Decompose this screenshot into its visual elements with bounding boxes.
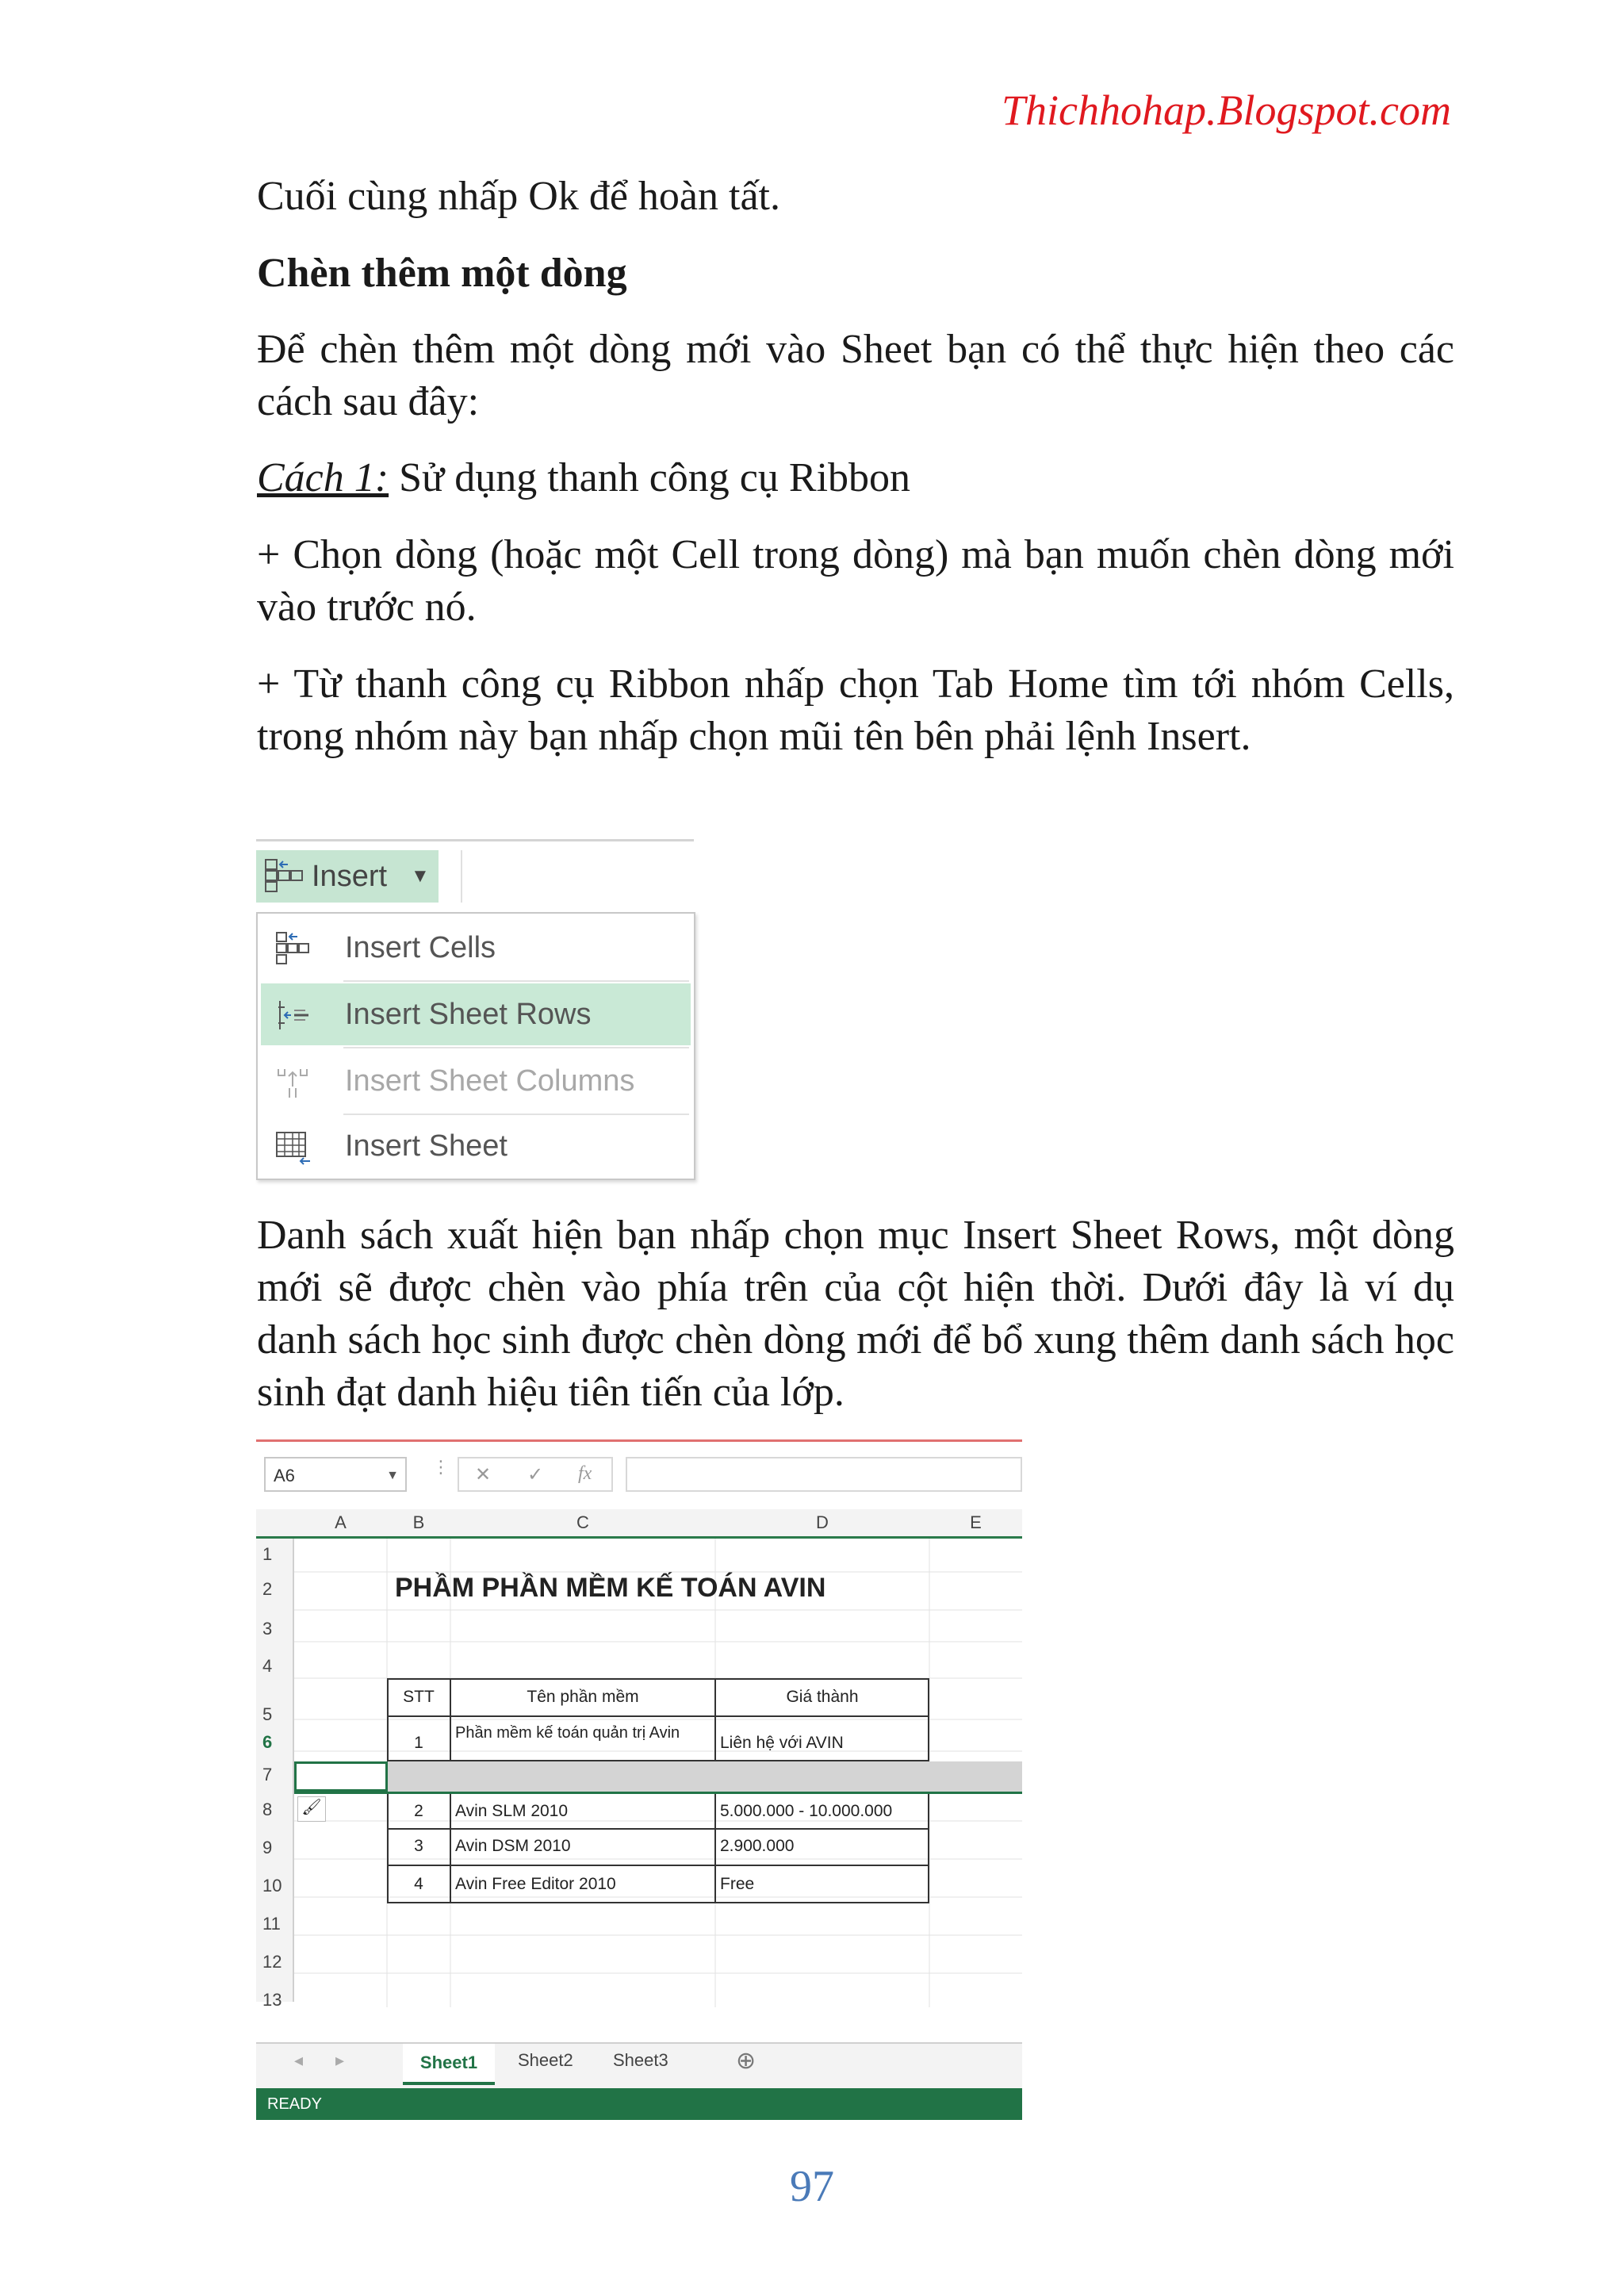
table-cell-stt: 2 bbox=[414, 1802, 423, 1820]
name-box-value: A6 bbox=[274, 1466, 295, 1485]
method-text: Sử dụng thanh công cụ Ribbon bbox=[389, 455, 911, 500]
menu-separator bbox=[343, 1047, 689, 1048]
insert-button[interactable] bbox=[256, 850, 439, 903]
row-header-12[interactable]: 12 bbox=[262, 1952, 282, 1972]
worksheet-grid bbox=[256, 1509, 1022, 2010]
menu-item-insert-sheet[interactable] bbox=[261, 1115, 691, 1177]
excel-screenshot bbox=[256, 1439, 1022, 2120]
row-header-9[interactable]: 9 bbox=[262, 1838, 273, 1857]
row-header-13[interactable]: 13 bbox=[262, 1990, 282, 2010]
tab-sheet2[interactable]: Sheet2 bbox=[518, 2050, 573, 2070]
column-header-e[interactable]: E bbox=[929, 1509, 1022, 1539]
status-bar: READY bbox=[256, 2088, 1022, 2120]
table-cell-price: Liên hệ với AVIN bbox=[720, 1734, 844, 1752]
name-box[interactable] bbox=[264, 1457, 407, 1492]
ribbon-border bbox=[256, 839, 694, 841]
header-stt: STT bbox=[403, 1688, 435, 1706]
paintbrush-icon[interactable]: 🖌 bbox=[297, 1796, 326, 1822]
header-price: Giá thành bbox=[786, 1688, 859, 1706]
insert-cells-icon bbox=[274, 930, 312, 968]
menu-item-insert-sheet-rows[interactable] bbox=[261, 983, 691, 1045]
menu-separator bbox=[343, 980, 689, 982]
row-header-5[interactable]: 5 bbox=[262, 1704, 273, 1724]
row-header-3[interactable]: 3 bbox=[262, 1619, 273, 1639]
header-name: Tên phần mềm bbox=[527, 1688, 639, 1706]
blog-header: Thichhohap.Blogspot.com bbox=[1002, 86, 1451, 134]
row-header-1[interactable]: 1 bbox=[262, 1544, 273, 1564]
row-header-2[interactable]: 2 bbox=[262, 1579, 273, 1599]
chevron-down-icon[interactable]: ▼ bbox=[386, 1469, 399, 1482]
formula-buttons bbox=[458, 1457, 613, 1492]
menu-item-insert-cells[interactable] bbox=[261, 917, 691, 979]
excel-top-border bbox=[256, 1439, 1022, 1442]
menu-item-label: Insert Sheet Columns bbox=[345, 1064, 635, 1098]
table-cell-name: Phần mềm kế toán quản trị Avin bbox=[455, 1724, 680, 1742]
table-cell-price: 2.900.000 bbox=[720, 1837, 795, 1855]
column-header-a[interactable]: A bbox=[294, 1509, 388, 1539]
insert-button-label: Insert bbox=[312, 860, 388, 893]
fx-icon[interactable]: fx bbox=[578, 1463, 592, 1484]
table-cell-stt: 4 bbox=[414, 1875, 423, 1893]
insert-cells-icon bbox=[264, 858, 304, 895]
cancel-icon[interactable]: ✕ bbox=[475, 1464, 492, 1485]
column-header-d[interactable]: D bbox=[715, 1509, 930, 1539]
scroll-right-icon[interactable]: ▸ bbox=[335, 2050, 345, 2070]
table-cell-stt: 1 bbox=[414, 1734, 423, 1752]
row-header-8[interactable]: 8 bbox=[262, 1800, 273, 1819]
page-number: 97 bbox=[790, 2162, 834, 2211]
menu-item-label: Insert Cells bbox=[345, 931, 496, 964]
method-line bbox=[257, 452, 1454, 504]
insert-dropdown-menu bbox=[256, 912, 695, 1180]
add-sheet-icon[interactable]: ⊕ bbox=[736, 2048, 756, 2074]
ribbon-separator bbox=[461, 850, 462, 903]
paragraph-intro: Để chèn thêm một dòng mới vào Sheet bạn có thể thực hiện theo các cách sau đây: bbox=[257, 327, 1454, 424]
row-header-4[interactable]: 4 bbox=[262, 1656, 273, 1676]
sheet-tab-bar bbox=[256, 2042, 1022, 2088]
column-header-c[interactable]: C bbox=[450, 1509, 716, 1539]
tab-sheet3[interactable]: Sheet3 bbox=[613, 2050, 668, 2070]
paragraph-explanation: Danh sách xuất hiện bạn nhấp chọn mục Insert Sheet Rows, một dòng mới sẽ được chèn vào phía trên của cột hiện thời. Dưới đây là ví dụ danh sách học sinh được chèn dòng mới để bổ xung thêm danh sách học sinh đạt danh hiệu tiên tiến của lớp. bbox=[257, 1213, 1454, 1415]
enter-icon[interactable]: ✓ bbox=[527, 1464, 544, 1485]
table-cell-name: Avin SLM 2010 bbox=[455, 1802, 569, 1820]
insert-menu-screenshot bbox=[256, 839, 694, 1180]
active-cell[interactable] bbox=[294, 1761, 388, 1792]
table-cell-price: 5.000.000 - 10.000.000 bbox=[720, 1802, 893, 1820]
select-all-corner[interactable] bbox=[256, 1509, 294, 1539]
insert-rows-icon bbox=[274, 996, 312, 1034]
menu-item-insert-sheet-columns[interactable] bbox=[261, 1050, 691, 1112]
sheet-title: PHẦM PHẦN MỀM KẾ TOÁN AVIN bbox=[395, 1573, 826, 1603]
row-header-10[interactable]: 10 bbox=[262, 1876, 282, 1895]
insert-columns-icon bbox=[274, 1063, 312, 1101]
section-heading: Chèn thêm một dòng bbox=[257, 251, 627, 296]
paragraph-finish: Cuối cùng nhấp Ok để hoàn tất. bbox=[257, 174, 780, 219]
menu-item-label: Insert Sheet Rows bbox=[345, 998, 592, 1031]
tab-sheet1[interactable]: Sheet1 bbox=[403, 2044, 495, 2085]
paragraph-step1: + Chọn dòng (hoặc một Cell trong dòng) mà bạn muốn chèn dòng mới vào trước nó. bbox=[257, 532, 1454, 630]
table-cell-stt: 3 bbox=[414, 1837, 423, 1855]
method-label: Cách 1: bbox=[257, 455, 389, 500]
chevron-down-icon[interactable]: ▼ bbox=[411, 865, 430, 887]
row-header-7[interactable]: 7 bbox=[262, 1765, 273, 1784]
row-header-11[interactable]: 11 bbox=[262, 1914, 281, 1934]
menu-item-label: Insert Sheet bbox=[345, 1129, 508, 1163]
row-selection-border bbox=[294, 1792, 1022, 1794]
table-cell-name: Avin DSM 2010 bbox=[455, 1837, 571, 1855]
insert-sheet-icon bbox=[274, 1128, 312, 1166]
column-header-b[interactable]: B bbox=[387, 1509, 451, 1539]
formula-input[interactable] bbox=[626, 1457, 1022, 1492]
scroll-left-icon[interactable]: ◂ bbox=[294, 2050, 304, 2070]
paragraph-step2: + Từ thanh công cụ Ribbon nhấp chọn Tab Home tìm tới nhóm Cells, trong nhóm này bạn nhấp chọn mũi tên bên phải lệnh Insert. bbox=[257, 661, 1454, 759]
table-cell-price: Free bbox=[720, 1875, 755, 1893]
formula-bar-grip: ⋮ bbox=[432, 1457, 450, 1477]
row-header-6[interactable]: 6 bbox=[262, 1732, 273, 1752]
table-cell-name: Avin Free Editor 2010 bbox=[455, 1875, 616, 1893]
inserted-row[interactable] bbox=[294, 1761, 1022, 1792]
